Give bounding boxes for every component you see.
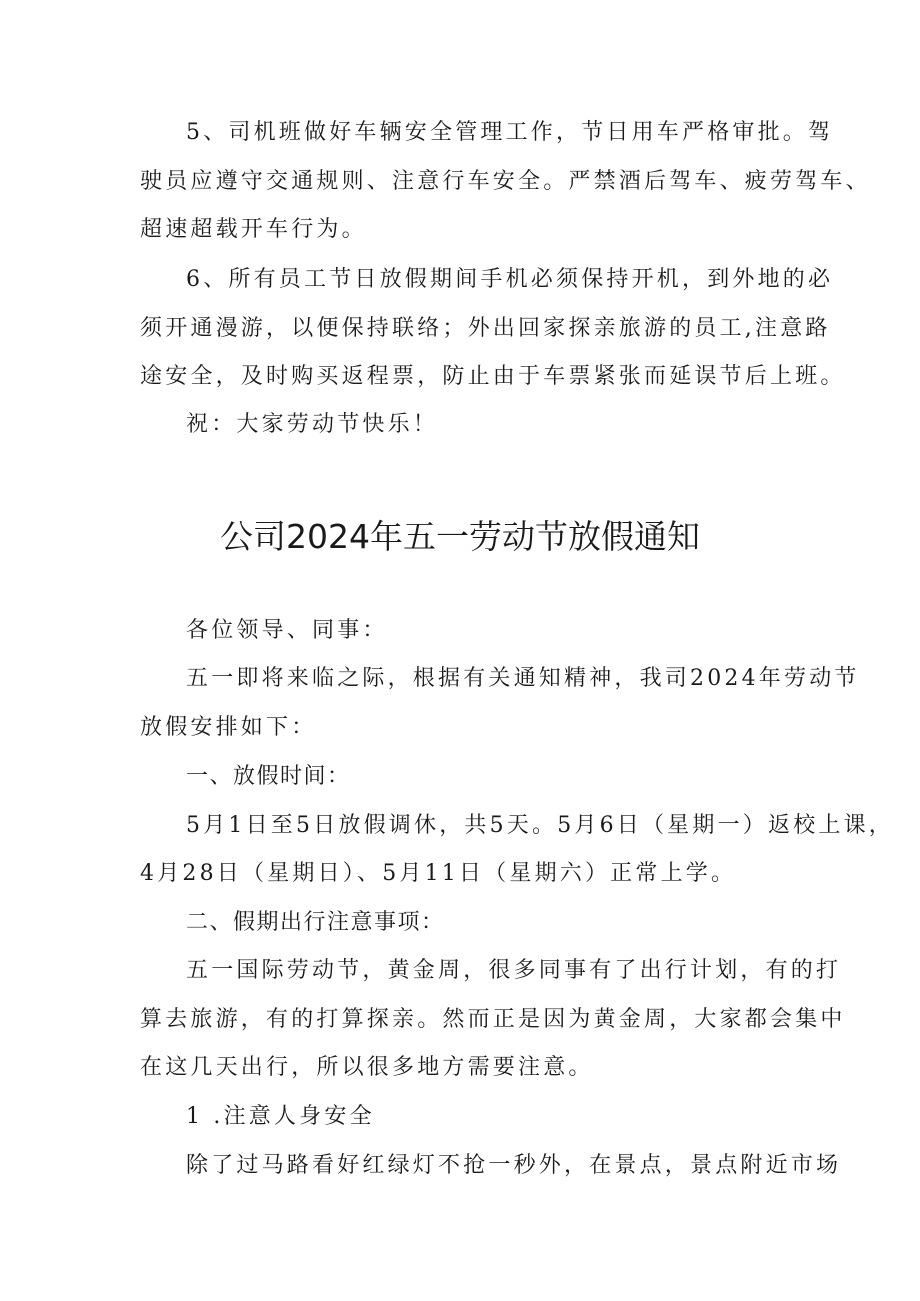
holiday-time-line2: 4月28日（星期日）、5月11日（星期六）正常上学。: [140, 861, 737, 886]
subheading-personal-safety: 1 .注意人身安全: [186, 1104, 375, 1129]
greeting: 各位领导、同事：: [186, 618, 388, 643]
travel-para-line1: 五一国际劳动节，黄金周，很多同事有了出行计划，有的打: [186, 958, 842, 983]
notice-title: 公司2024年五一劳动节放假通知: [220, 517, 700, 556]
heading-holiday-time: 一、放假时间：: [186, 764, 351, 789]
travel-para-line3: 在这几天出行，所以很多地方需要注意。: [140, 1055, 594, 1080]
paragraph-item5-line3: 超速超载开车行为。: [140, 217, 367, 242]
paragraph-item6-line2: 须开通漫游，以便保持联络；外出回家探亲旅游的员工,注意路: [140, 316, 831, 341]
intro-line2: 放假安排如下：: [140, 715, 317, 740]
heading-travel-notes: 二、假期出行注意事项：: [186, 910, 445, 935]
paragraph-item6-line3: 途安全，及时购买返程票，防止由于车票紧张而延误节后上班。: [140, 364, 846, 389]
paragraph-item5-line2: 驶员应遵守交通规则、注意行车安全。严禁酒后驾车、疲劳驾车、: [140, 169, 871, 194]
holiday-time-line1: 5月1日至5日放假调休，共5天。5月6日（星期一）返校上课，: [186, 813, 894, 838]
travel-para-line2: 算去旅游，有的打算探亲。然而正是因为黄金周，大家都会集中: [140, 1007, 846, 1032]
closing-wish: 祝：大家劳动节快乐！: [186, 412, 439, 437]
personal-safety-line1: 除了过马路看好红绿灯不抢一秒外，在景点，景点附近市场: [186, 1153, 842, 1178]
paragraph-item5-line1: 5、司机班做好车辆安全管理工作，节日用车严格审批。驾: [186, 120, 834, 145]
intro-line1: 五一即将来临之际，根据有关通知精神，我司2024年劳动节: [186, 666, 860, 691]
paragraph-item6-line1: 6、所有员工节日放假期间手机必须保持开机，到外地的必: [186, 267, 834, 292]
